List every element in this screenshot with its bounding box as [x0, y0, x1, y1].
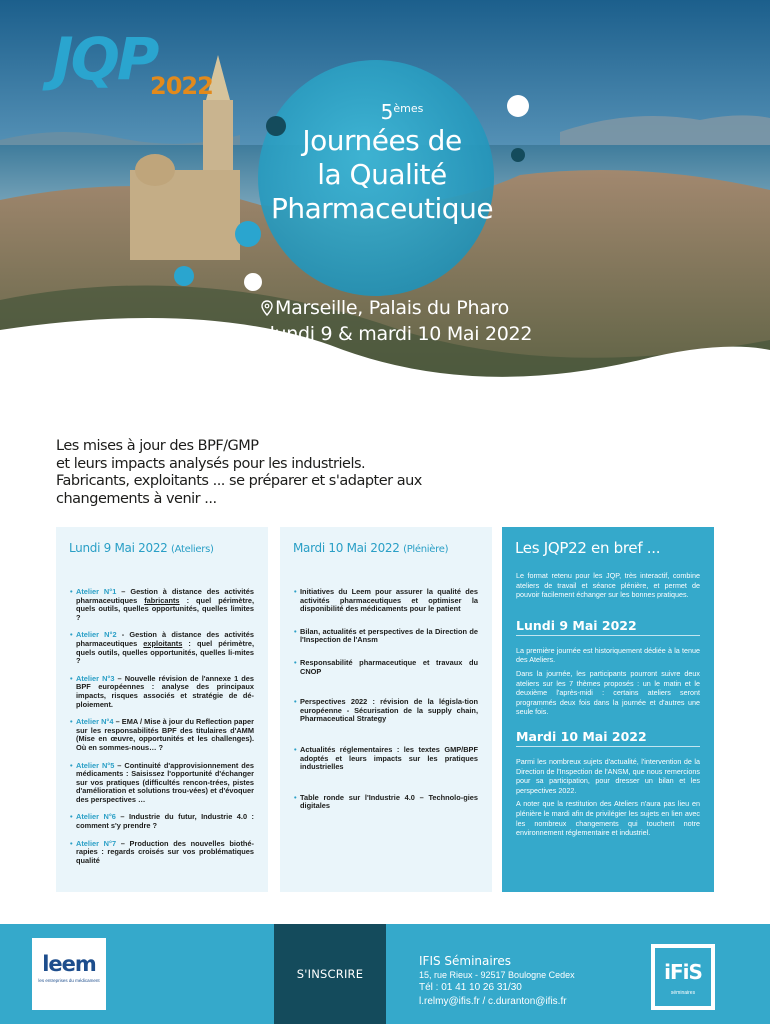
edition-number: 5 — [380, 100, 394, 124]
ifis-logo — [651, 944, 715, 1010]
logo-text: JQP — [52, 25, 157, 93]
workshop-item: • Atelier N°7 – Production des nouvelles biothé-rapies : regards croisés sur vos problématiques qualité — [70, 838, 254, 865]
workshops-column — [56, 527, 268, 892]
plenary-heading — [280, 527, 492, 555]
summary-column — [502, 527, 714, 892]
summary-day2-title: Mardi 10 Mai 2022 — [516, 729, 700, 747]
title-line-2: la Qualité — [317, 158, 447, 191]
map-pin-icon — [261, 298, 273, 322]
hero-banner — [0, 0, 770, 430]
leem-logo-tagline: les entreprises du médicament — [38, 978, 100, 983]
summary-day1-text-2: Dans la journée, les participants pourront suivre deux ateliers sur les 7 thèmes proposés : un le matin et le deuxième l'après-midi : certains ateliers seront programmés deux fois dans la journée et d'autres une seule fois. — [516, 668, 700, 717]
summary-day1-text-1: La première journée est historiquement dédiée à la tenue des Ateliers. — [516, 645, 700, 665]
title-line-1: Journées de — [302, 124, 462, 157]
ifis-logo-text: iFiS — [664, 960, 702, 984]
summary-heading: Les JQP22 en bref ... — [515, 539, 661, 557]
workshop-item: • Atelier N°4 – EMA / Mise à jour du Reflection paper sur les responsabilités BPF des titulaires d'AMM (Mise en œuvre, opportunités et les challenges). Où en sommes-nous… ? — [70, 717, 254, 752]
summary-day2-text-2: A noter que la restitution des Ateliers n'aura pas lieu en plénière le mardi afin de privilégier les sujets en lien avec les nombreux changements qui touchent notre environnement réglementaire et industriel. — [516, 799, 700, 838]
signup-button[interactable]: S'INSCRIRE — [274, 924, 386, 1024]
logo-year: 2022 — [150, 72, 213, 100]
workshop-list — [56, 588, 268, 865]
edition-label — [302, 100, 502, 124]
leem-logo — [32, 938, 106, 1010]
workshop-item: • Atelier N°1 – Gestion à distance des activités pharmaceutiques fabricants : quel périmètre, quels outils, quelles opportunités, quelles limites ? — [70, 587, 254, 622]
organizer-phone: Tél : 01 41 10 26 31/30 — [419, 982, 522, 993]
title-line-3: Pharmaceutique — [270, 192, 494, 225]
footer — [0, 924, 770, 1024]
ifis-logo-tagline: séminaires — [670, 990, 696, 996]
plenary-column — [280, 527, 492, 892]
plenary-item: • Actualités réglementaires : les textes GMP/BPF adoptés et leurs impacts sur les pratiques industrielles — [294, 744, 478, 772]
event-location — [0, 296, 770, 346]
plenary-date: Mardi 10 Mai 2022 — [293, 541, 400, 555]
workshop-item: • Atelier N°5 – Continuité d'approvisionnement des médicaments : Saisissez l'opportunité d'échanger sur vos pratiques (difficultés rencon-trées, pistes d'amélioration et solutions trou-vées) et d'évoquer des perspectives … — [70, 760, 254, 804]
workshop-item: • Atelier N°2 - Gestion à distance des activités pharmaceutiques exploitants : quel périmètre, quels outils, quelles opportunités, quelles li-mites ? — [70, 630, 254, 666]
headline-line-1: Les mises à jour des BPF/GMP — [56, 438, 259, 454]
headline-line-4: changements à venir ... — [56, 490, 217, 507]
plenary-item: • Bilan, actualités et perspectives de la Direction de l'Inspection de l'Ansm — [294, 626, 478, 645]
workshops-heading — [56, 527, 268, 555]
workshops-date: Lundi 9 Mai 2022 — [69, 541, 168, 555]
workshop-item: • Atelier N°3 – Nouvelle révision de l'annexe 1 des BPF européennes : analyse des principaux impacts, risques associés et stratégie de dé-ploiement. — [70, 673, 254, 709]
leem-logo-text: leem — [42, 952, 96, 976]
location-venue: Marseille, Palais du Pharo — [275, 297, 509, 319]
plenary-subtitle: (Plénière) — [403, 544, 449, 555]
workshops-subtitle: (Ateliers) — [171, 544, 214, 555]
headline — [56, 438, 476, 508]
summary-intro: Le format retenu pour les JQP, très interactif, combine ateliers de travail et séance plénière, et permet de pouvoir facilement échanger sur les bonnes pratiques. — [516, 571, 700, 600]
headline-line-3: Fabricants, exploitants ... se préparer et s'adapter aux — [56, 473, 422, 489]
headline-line-2: et leurs impacts analysés pour les industriels. — [56, 455, 366, 472]
event-title — [262, 100, 502, 226]
plenary-item: • Perspectives 2022 : révision de la législa-tion européenne - Sécurisation de la supply chain, Pharmaceutical Strategy — [294, 697, 478, 724]
edition-suffix: èmes — [393, 102, 424, 115]
summary-day2-text-1: Parmi les nombreux sujets d'actualité, l'intervention de la Direction de l'Inspection de l'ANSM, que nous remercions pour sa participation, pour dresser un bilan et les perspectives 2022. — [516, 756, 700, 795]
jqp-logo — [52, 25, 222, 110]
workshop-item: • Atelier N°6 – Industrie du futur, Industrie 4.0 : comment s'y prendre ? — [70, 812, 254, 831]
organizer-address: 15, rue Rieux - 92517 Boulogne Cedex — [419, 970, 575, 980]
plenary-list — [280, 588, 492, 811]
location-dates: les lundi 9 & mardi 10 Mai 2022 — [237, 323, 533, 345]
summary-day1-title: Lundi 9 Mai 2022 — [516, 618, 700, 636]
plenary-item: • Table ronde sur l'Industrie 4.0 – Technolo-gies digitales — [294, 792, 478, 811]
plenary-item: • Responsabilité pharmaceutique et travaux du CNOP — [294, 657, 478, 676]
contact-block — [419, 954, 575, 1009]
organizer-name: IFIS Séminaires — [419, 954, 512, 968]
organizer-emails[interactable]: l.relmy@ifis.fr / c.duranton@ifis.fr — [419, 996, 567, 1007]
plenary-item: • Initiatives du Leem pour assurer la qualité des activités pharmaceutiques et optimiser la disponibilité des médicaments pour le patient — [294, 587, 478, 614]
